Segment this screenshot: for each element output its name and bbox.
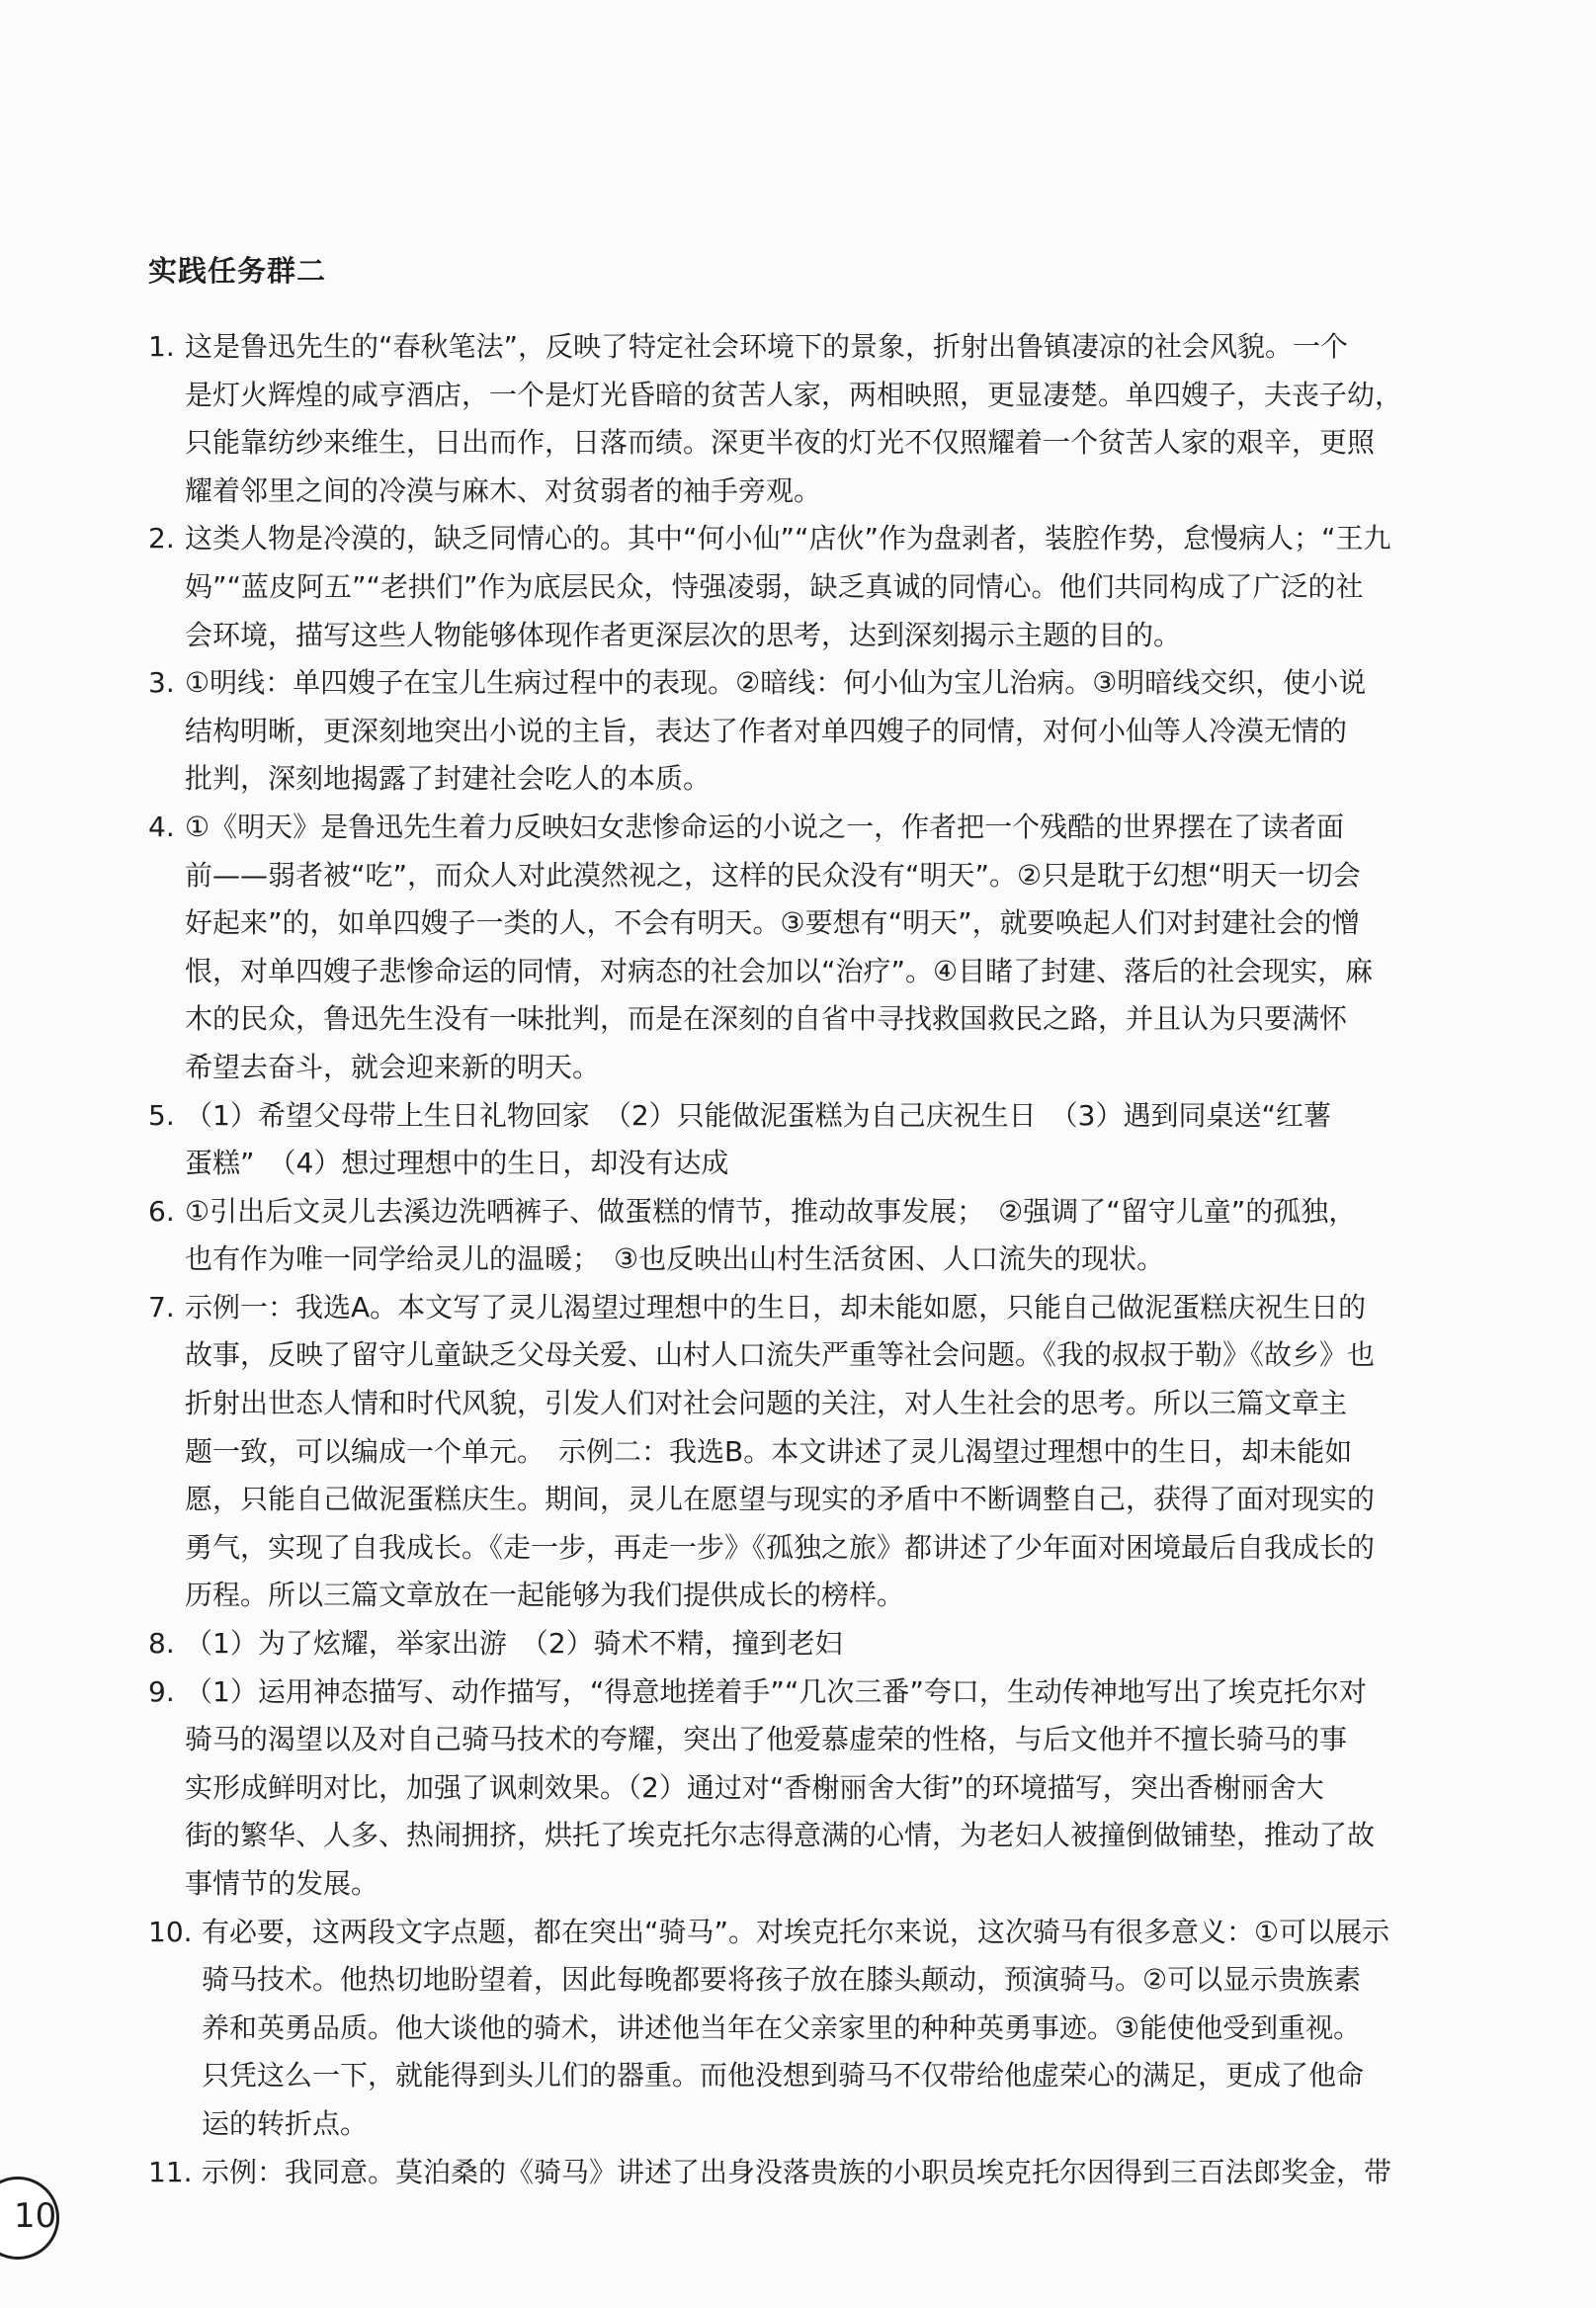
answer-line: 结构明晰，更深刻地突出小说的主旨，表达了作者对单四嫂子的同情，对何小仙等人冷漠无情的 bbox=[185, 714, 1348, 747]
answer-item-3 bbox=[148, 659, 1433, 804]
answer-line: 历程。所以三篇文章放在一起能够为我们提供成长的榜样。 bbox=[185, 1579, 905, 1612]
answer-line: 示例一：我选A。本文写了灵儿渴望过理想中的生日，却未能如愿，只能自己做泥蛋糕庆祝生日的 bbox=[185, 1290, 1367, 1324]
answer-line: 木的民众，鲁迅先生没有一味批判，而是在深刻的自省中寻找救国救民之路，并且认为只要满怀 bbox=[185, 1002, 1348, 1036]
answer-number: 7. bbox=[148, 1290, 175, 1324]
answer-line: 事情节的发展。 bbox=[185, 1867, 379, 1900]
answer-line: 耀着邻里之间的冷漠与麻木、对贫弱者的袖手旁观。 bbox=[185, 473, 822, 507]
answer-number: 10. bbox=[148, 1915, 193, 1948]
answer-line: 有必要，这两段文字点题，都在突出“骑马”。对埃克托尔来说，这次骑马有很多意义：①可以展示 bbox=[202, 1915, 1390, 1948]
answer-line: 是灯火辉煌的咸亨酒店，一个是灯光昏暗的贫苦人家，两相映照，更显凄楚。单四嫂子，夫丧子幼， bbox=[185, 378, 1403, 411]
answer-line: （1）运用神态描写、动作描写，“得意地搓着手”“几次三番”夸口，生动传神地写出了埃克托尔对 bbox=[185, 1674, 1367, 1708]
answer-line: 只能靠纺纱来维生，日出而作，日落而绩。深更半夜的灯光不仅照耀着一个贫苦人家的艰辛，更照 bbox=[185, 426, 1376, 460]
answer-line: 街的繁华、人多、热闹拥挤，烘托了埃克托尔志得意满的心情，为老妇人被撞倒做铺垫，推动了故 bbox=[185, 1819, 1376, 1852]
answer-line: 骑马的渴望以及对自己骑马技术的夸耀，突出了他爱慕虚荣的性格，与后文他并不擅长骑马的事 bbox=[185, 1723, 1348, 1756]
answer-item-11 bbox=[148, 2149, 1433, 2197]
answer-line: 前——弱者被“吃”，而众人对此漠然视之，这样的民众没有“明天”。②只是耽于幻想“明天一切会 bbox=[185, 858, 1361, 892]
page-number: 10 bbox=[14, 2196, 57, 2236]
answer-number: 11. bbox=[148, 2155, 193, 2188]
answer-line: ①明线：单四嫂子在宝儿生病过程中的表现。②暗线：何小仙为宝儿治病。③明暗线交织，使小说 bbox=[185, 666, 1367, 700]
answer-line: 希望去奋斗，就会迎来新的明天。 bbox=[185, 1050, 601, 1083]
answer-line: 骑马技术。他热切地盼望着，因此每晚都要将孩子放在膝头颠动，预演骑马。②可以显示贵族素 bbox=[202, 1963, 1362, 1997]
answer-line: 好起来”的，如单四嫂子一类的人，不会有明天。③要想有“明天”，就要唤起人们对封建社会的憎 bbox=[185, 906, 1360, 940]
answer-line: 实形成鲜明对比，加强了讽刺效果。（2）通过对“香榭丽舍大街”的环境描写，突出香榭丽舍大 bbox=[185, 1770, 1324, 1804]
answer-item-7 bbox=[148, 1284, 1433, 1620]
answer-number: 8. bbox=[148, 1627, 175, 1661]
answer-line: 这是鲁迅先生的“春秋笔法”，反映了特定社会环境下的景象，折射出鲁镇凄凉的社会风貌。一个 bbox=[185, 330, 1349, 363]
answer-line: 愿，只能自己做泥蛋糕庆生。期间，灵儿在愿望与现实的矛盾中不断调整自己，获得了面对现实的 bbox=[185, 1483, 1376, 1516]
answer-line: ①《明天》是鲁迅先生着力反映妇女悲惨命运的小说之一，作者把一个残酷的世界摆在了读者面 bbox=[185, 810, 1345, 843]
answer-line: 批判，深刻地揭露了封建社会吃人的本质。 bbox=[185, 762, 712, 796]
answer-number: 9. bbox=[148, 1674, 175, 1708]
answer-line: ①引出后文灵儿去溪边洗哂裤子、做蛋糕的情节，推动故事发展； ②强调了“留守儿童”的孤独， bbox=[185, 1194, 1357, 1228]
answer-line: 勇气，实现了自我成长。《走一步，再走一步》《孤独之旅》都讲述了少年面对困境最后自我成长的 bbox=[185, 1530, 1376, 1564]
answer-number: 5. bbox=[148, 1098, 175, 1132]
section-title: 实践任务群二 bbox=[148, 254, 327, 288]
answer-list bbox=[148, 323, 1433, 2196]
answer-item-8 bbox=[148, 1620, 1433, 1668]
answer-item-6 bbox=[148, 1188, 1433, 1284]
answer-number: 1. bbox=[148, 330, 175, 363]
answer-line: 这类人物是冷漠的，缺乏同情心的。其中“何小仙”“店伙”作为盘剥者，装腔作势，怠慢病人；“王九 bbox=[185, 522, 1391, 556]
answer-line: 运的转折点。 bbox=[202, 2106, 369, 2140]
answer-line: 也有作为唯一同学给灵儿的温暖； ③也反映出山村生活贫困、人口流失的现状。 bbox=[185, 1242, 1165, 1276]
answer-item-5 bbox=[148, 1092, 1433, 1188]
answer-number: 6. bbox=[148, 1194, 175, 1228]
answer-line: 示例：我同意。莫泊桑的《骑马》讲述了出身没落贵族的小职员埃克托尔因得到三百法郎奖金，带 bbox=[202, 2155, 1392, 2188]
answer-item-9 bbox=[148, 1668, 1433, 1909]
answer-item-2 bbox=[148, 515, 1433, 659]
answer-line: （1）希望父母带上生日礼物回家 （2）只能做泥蛋糕为自己庆祝生日 （3）遇到同桌送“红薯 bbox=[185, 1098, 1331, 1132]
answer-number: 4. bbox=[148, 810, 175, 843]
answer-item-4 bbox=[148, 804, 1433, 1092]
answer-line: 妈”“蓝皮阿五”“老拱们”作为底层民众，恃强凌弱，缺乏真诚的同情心。他们共同构成了广泛的社 bbox=[185, 569, 1364, 603]
answer-line: 故事，反映了留守儿童缺乏父母关爱、山村人口流失严重等社会问题。《我的叔叔于勒》《故乡》也 bbox=[185, 1338, 1376, 1372]
answer-line: 折射出世态人情和时代风貌，引发人们对社会问题的关注，对人生社会的思考。所以三篇文章主 bbox=[185, 1387, 1348, 1420]
answer-line: 恨，对单四嫂子悲惨命运的同情，对病态的社会加以“治疗”。④目睹了封建、落后的社会现实，麻 bbox=[185, 954, 1374, 987]
answer-line: （1）为了炫耀，举家出游 （2）骑术不精，撞到老妇 bbox=[185, 1627, 843, 1661]
answer-item-1 bbox=[148, 323, 1433, 515]
answer-line: 养和英勇品质。他大谈他的骑术，讲述他当年在父亲家里的种种英勇事迹。③能使他受到重视。 bbox=[202, 2010, 1362, 2044]
answer-item-10 bbox=[148, 1909, 1433, 2149]
answer-line: 只凭这么一下，就能得到头儿们的器重。而他没想到骑马不仅带给他虚荣心的满足，更成了他命 bbox=[202, 2059, 1365, 2093]
answer-number: 3. bbox=[148, 666, 175, 700]
answer-line: 蛋糕” （4）想过理想中的生日，却没有达成 bbox=[185, 1147, 729, 1180]
answer-line: 题一致，可以编成一个单元。 示例二：我选B。本文讲述了灵儿渴望过理想中的生日，却未能如 bbox=[185, 1434, 1353, 1468]
answer-line: 会环境，描写这些人物能够体现作者更深层次的思考，达到深刻揭示主题的目的。 bbox=[185, 618, 1182, 651]
answer-number: 2. bbox=[148, 522, 175, 556]
